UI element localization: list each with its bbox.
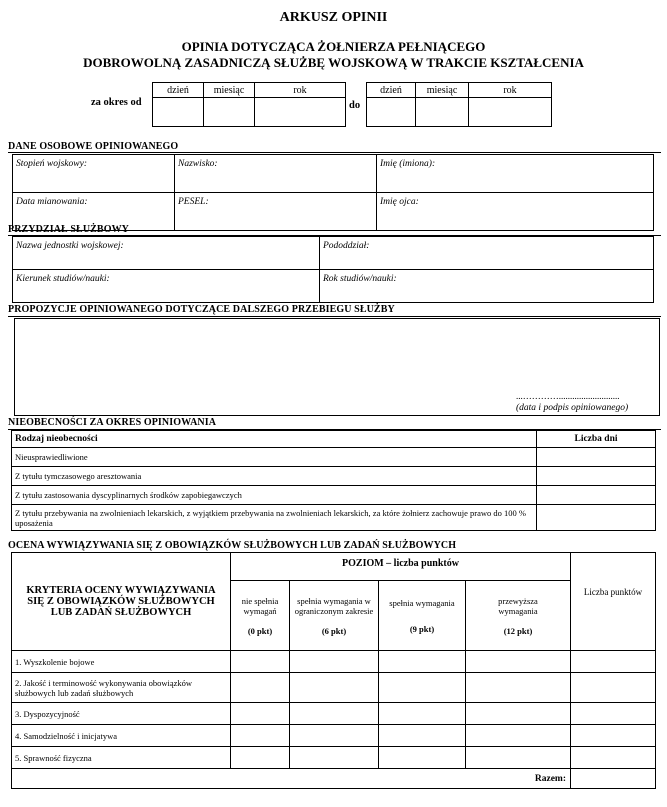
to-day-header: dzień — [367, 83, 416, 98]
level-3-label: przewyższa wymagania — [498, 595, 538, 616]
from-day-field[interactable] — [153, 98, 204, 127]
document-subtitle-line1: OPINIA DOTYCZĄCA ŻOŁNIERZA PEŁNIĄCEGO — [181, 39, 486, 54]
absence-days-header: Liczba dni — [537, 431, 656, 448]
criteria-header: KRYTERIA OCENY WYWIĄZYWANIA SIĘ Z OBOWIĄZKÓW SŁUŻBOWYCH LUB ZADAŃ SŁUŻBOWYCH — [12, 553, 231, 651]
score-cell[interactable] — [379, 673, 466, 703]
score-cell[interactable] — [466, 725, 571, 747]
score-cell[interactable] — [290, 703, 379, 725]
period-from-label: za okres od — [91, 97, 142, 108]
level-1-label: spełnia wymagania w ograniczonym zakresie — [294, 595, 374, 616]
absence-days-field[interactable] — [537, 448, 656, 467]
score-cell[interactable] — [231, 673, 290, 703]
level-3-header — [466, 581, 571, 651]
score-cell[interactable] — [290, 747, 379, 769]
to-month-header: miesiąc — [416, 83, 469, 98]
points-cell[interactable] — [571, 703, 656, 725]
section-proposals-title: PROPOZYCJE OPINIOWANEGO DOTYCZĄCE DALSZEGO PRZEBIEGU SŁUŻBY — [8, 304, 395, 315]
absence-type-header: Rodzaj nieobecności — [12, 431, 537, 448]
criterion-label: 1. Wyszkolenie bojowe — [12, 651, 231, 673]
evaluation-table — [11, 552, 656, 789]
subunit-field[interactable]: Pododdział: — [320, 237, 654, 270]
study-year-field[interactable]: Rok studiów/nauki: — [320, 270, 654, 303]
period-to-table — [366, 82, 552, 127]
first-names-field[interactable]: Imię (imiona): — [377, 155, 654, 193]
absence-days-field[interactable] — [537, 486, 656, 505]
to-month-field[interactable] — [416, 98, 469, 127]
signature-caption: (data i podpis opiniowanego) — [516, 403, 629, 413]
level-0-header — [231, 581, 290, 651]
score-cell[interactable] — [290, 725, 379, 747]
level-2-points: (9 pkt) — [409, 623, 435, 634]
father-name-field[interactable]: Imię ojca: — [377, 193, 654, 231]
score-cell[interactable] — [379, 703, 466, 725]
from-month-header: miesiąc — [204, 83, 255, 98]
period-to-label: do — [349, 100, 361, 111]
proposals-textarea[interactable] — [14, 318, 660, 416]
absence-row-label: Z tytułu tymczasowego aresztowania — [12, 467, 537, 486]
absence-row-label: Nieusprawiedliwione — [12, 448, 537, 467]
criterion-label: 5. Sprawność fizyczna — [12, 747, 231, 769]
points-cell[interactable] — [571, 747, 656, 769]
score-cell[interactable] — [231, 703, 290, 725]
document-title: ARKUSZ OPINII — [279, 10, 388, 25]
absence-row-label: Z tytułu zastosowania dyscyplinarnych środków zapobiegawczych — [12, 486, 537, 505]
document-subtitle-line2: DOBROWOLNĄ ZASADNICZĄ SŁUŻBĘ WOJSKOWĄ W TRAKCIE KSZTAŁCENIA — [83, 55, 584, 70]
score-cell[interactable] — [379, 725, 466, 747]
criterion-label: 2. Jakość i terminowość wykonywania obowiązków służbowych lub zadań służbowych — [12, 673, 231, 703]
signature-dots: ...…………........................... — [516, 391, 620, 401]
to-year-field[interactable] — [469, 98, 552, 127]
absence-days-field[interactable] — [537, 505, 656, 531]
from-day-header: dzień — [153, 83, 204, 98]
rank-field[interactable]: Stopień wojskowy: — [13, 155, 175, 193]
level-2-header — [379, 581, 466, 651]
score-cell[interactable] — [231, 725, 290, 747]
score-cell[interactable] — [466, 673, 571, 703]
score-cell[interactable] — [231, 747, 290, 769]
level-1-header — [290, 581, 379, 651]
period-from-table — [152, 82, 346, 127]
section-evaluation-title: OCENA WYWIĄZYWANIA SIĘ Z OBOWIĄZKÓW SŁUŻBOWYCH LUB ZADAŃ SŁUŻBOWYCH — [8, 540, 457, 551]
score-cell[interactable] — [466, 703, 571, 725]
unit-name-field[interactable]: Nazwa jednostki wojskowej: — [13, 237, 320, 270]
level-0-points: (0 pkt) — [247, 625, 273, 636]
assignment-table — [12, 236, 654, 303]
level-2-label: spełnia wymagania — [389, 597, 455, 608]
surname-field[interactable]: Nazwisko: — [175, 155, 377, 193]
from-year-field[interactable] — [255, 98, 346, 127]
score-cell[interactable] — [466, 651, 571, 673]
total-label: Razem: — [12, 769, 571, 789]
total-points-cell[interactable] — [571, 769, 656, 789]
level-header: POZIOM – liczba punktów — [231, 553, 571, 581]
score-cell[interactable] — [290, 673, 379, 703]
criterion-label: 3. Dyspozycyjność — [12, 703, 231, 725]
absences-table — [11, 430, 656, 531]
score-cell[interactable] — [231, 651, 290, 673]
to-year-header: rok — [469, 83, 552, 98]
score-cell[interactable] — [466, 747, 571, 769]
points-header: Liczba punktów — [571, 553, 656, 651]
points-cell[interactable] — [571, 651, 656, 673]
level-1-points: (6 pkt) — [321, 625, 347, 636]
from-month-field[interactable] — [204, 98, 255, 127]
level-3-points: (12 pkt) — [503, 625, 533, 636]
from-year-header: rok — [255, 83, 346, 98]
score-cell[interactable] — [379, 747, 466, 769]
section-divider — [8, 152, 661, 153]
section-assignment-title: PRZYDZIAŁ SŁUŻBOWY — [8, 224, 129, 235]
section-divider — [8, 316, 661, 317]
level-0-label: nie spełnia wymagań — [241, 595, 279, 616]
criterion-label: 4. Samodzielność i inicjatywa — [12, 725, 231, 747]
appointment-date-field[interactable]: Data mianowania: — [13, 193, 175, 231]
section-absences-title: NIEOBECNOŚCI ZA OKRES OPINIOWANIA — [8, 417, 217, 428]
points-cell[interactable] — [571, 673, 656, 703]
score-cell[interactable] — [379, 651, 466, 673]
absence-row-label: Z tytułu przebywania na zwolnieniach lekarskich, z wyjątkiem przebywania na zwolnieniach lekarskich, za które żołnierz zachowuje prawo do 100 % uposażenia — [12, 505, 537, 531]
score-cell[interactable] — [290, 651, 379, 673]
pesel-field[interactable]: PESEL: — [175, 193, 377, 231]
section-personal-title: DANE OSOBOWE OPINIOWANEGO — [8, 141, 179, 152]
to-day-field[interactable] — [367, 98, 416, 127]
field-of-study-field[interactable]: Kierunek studiów/nauki: — [13, 270, 320, 303]
personal-data-table — [12, 154, 654, 231]
points-cell[interactable] — [571, 725, 656, 747]
absence-days-field[interactable] — [537, 467, 656, 486]
